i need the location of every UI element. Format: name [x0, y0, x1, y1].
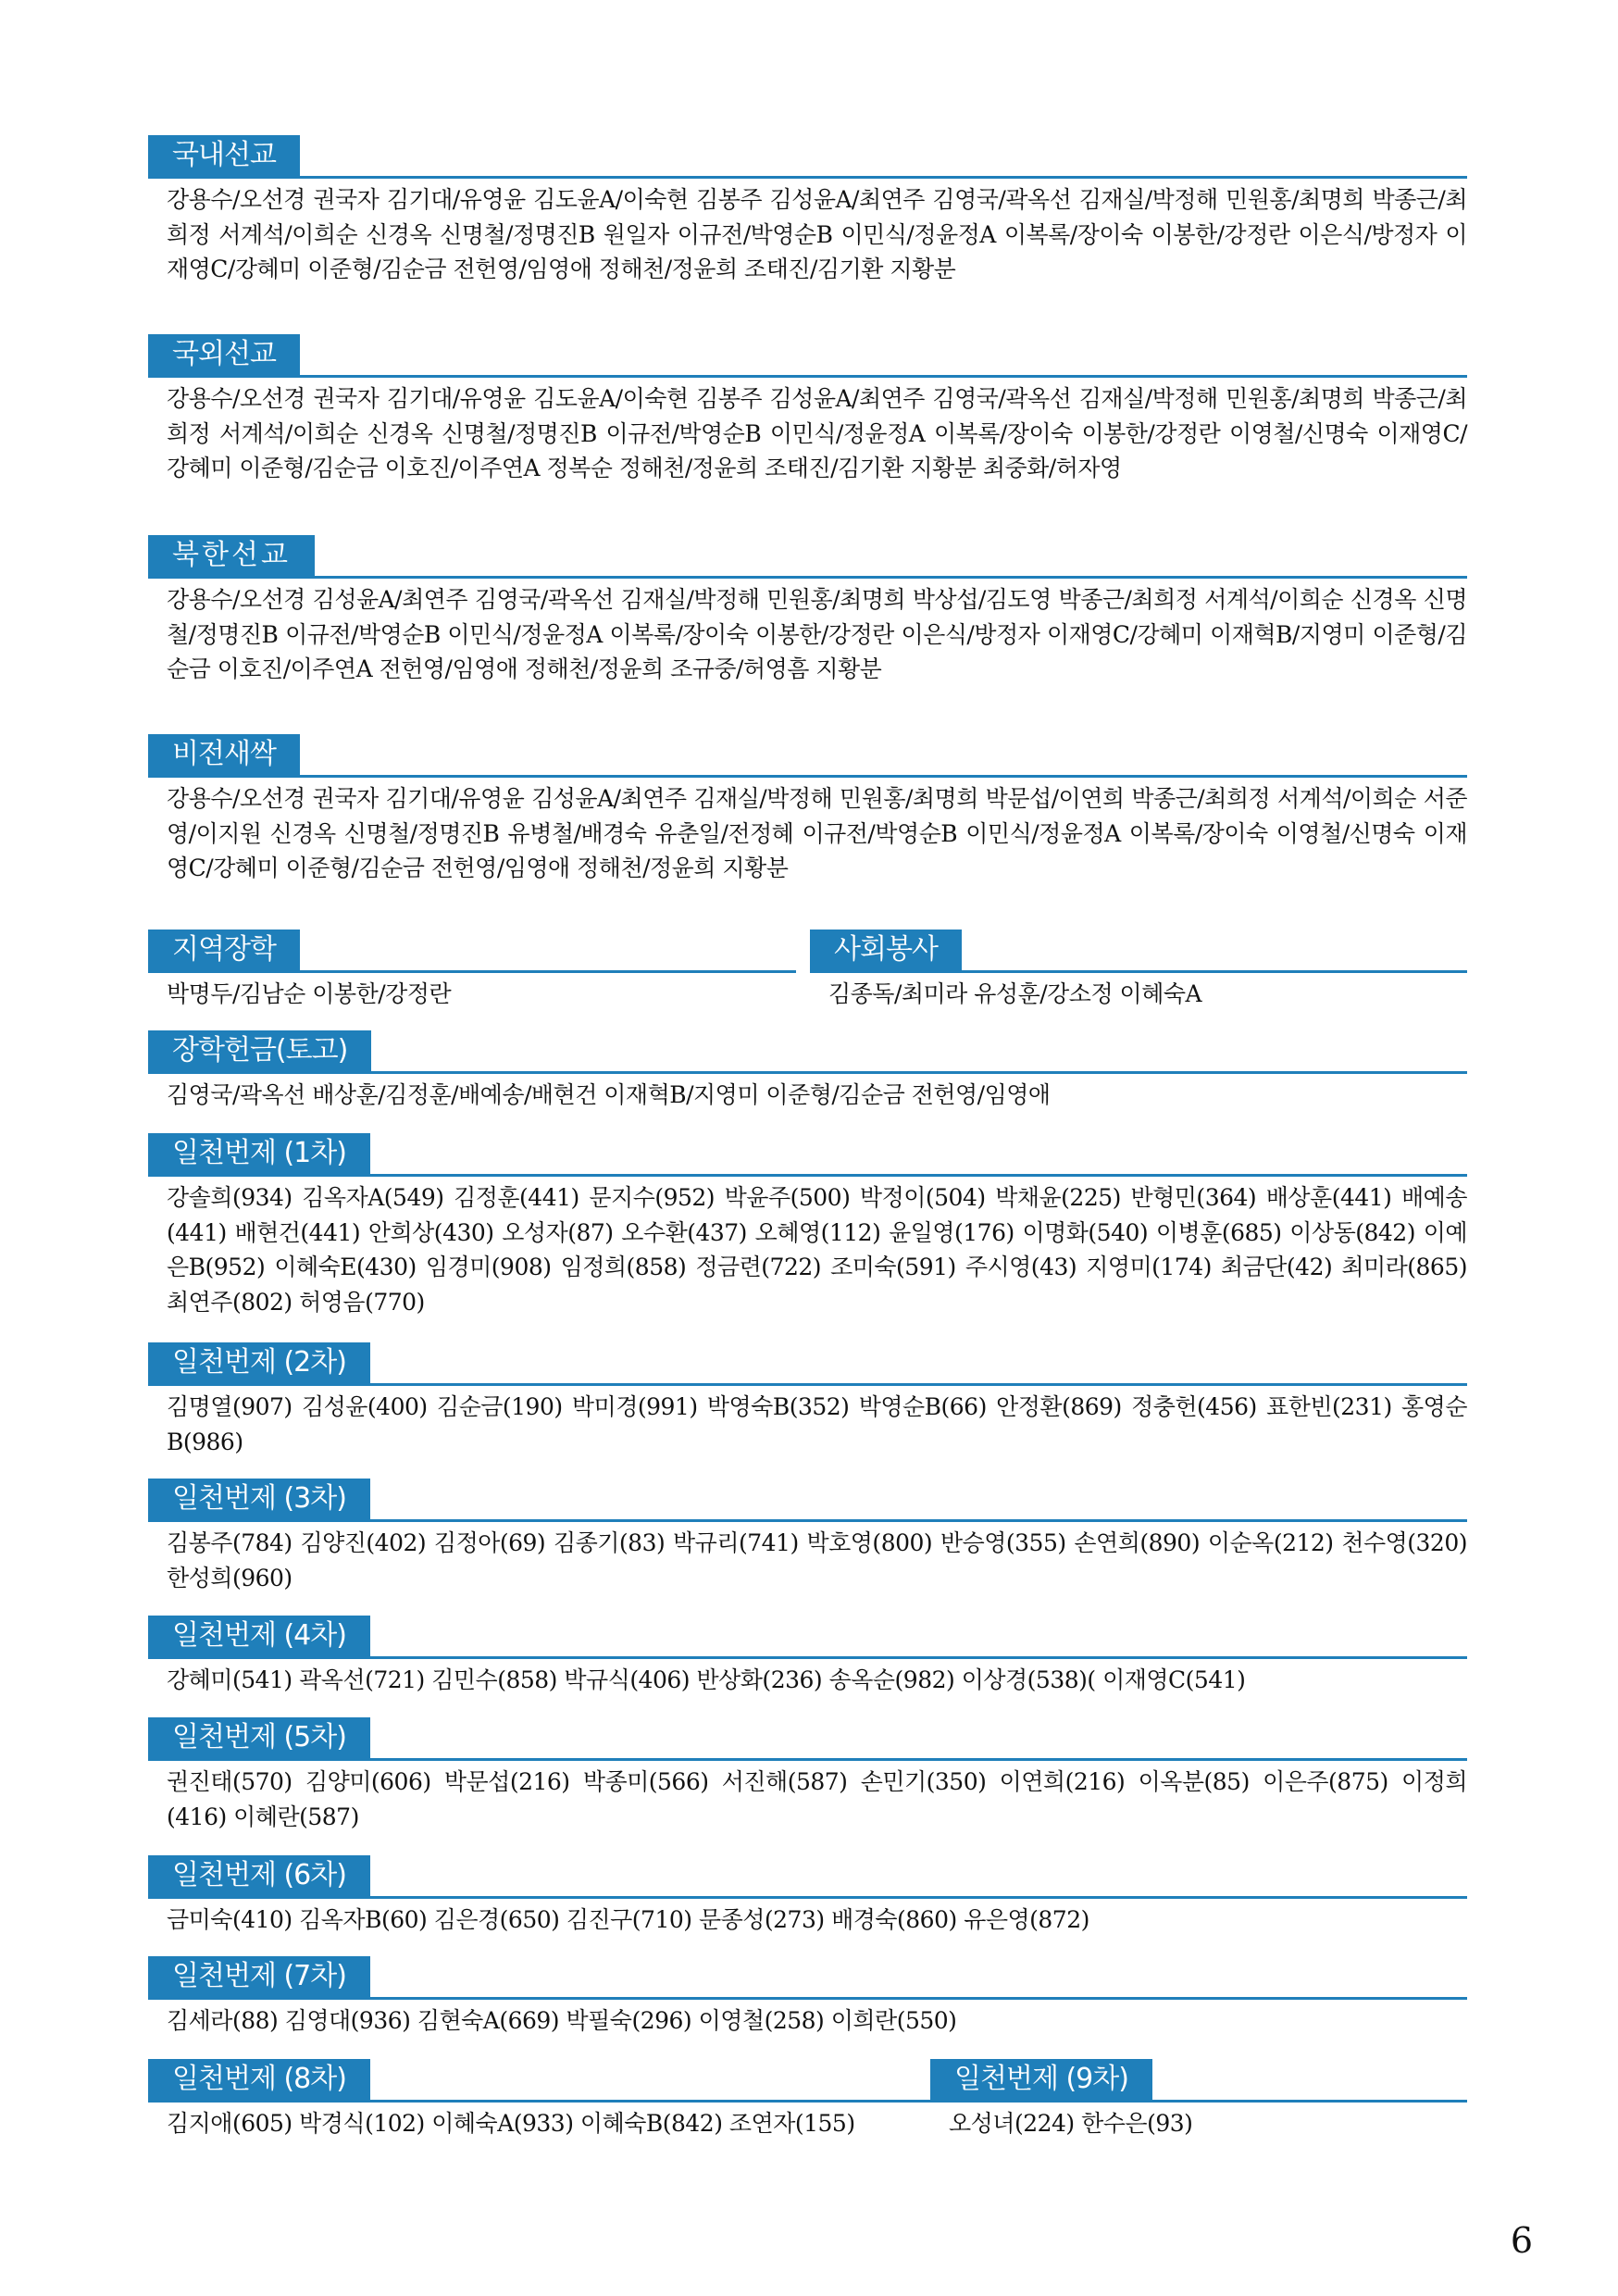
section-names: 강용수/오선경 권국자 김기대/유영윤 김도윤A/이숙현 김봉주 김성윤A/최연주 김영국/곽옥선 김재실/박정해 민원홍/최명희 박종근/최희정 서계석/이희순 신경옥 신명철/정명진B 이규전/박영순B 이민식/정윤정A 이복록/장이숙 이봉한/강정란 이영철/신명숙 이재영C/강혜미 이준형/김순금 이호진/이주연A 정복순 정해천/정윤희 조태진/김기환 지황분 최중화/허자영 — [167, 385, 1467, 481]
section-title: 사회봉사 — [810, 930, 962, 970]
section-ilcheon-7 — [148, 1956, 1467, 2039]
section-names: 오성녀(224) 한수은(93) — [949, 2110, 1193, 2137]
section-ilcheon-3 — [148, 1479, 1475, 1595]
section-names: 강혜미(541) 곽옥선(721) 김민수(858) 박규식(406) 반상화(236) 송옥순(982) 이상경(538)( 이재영C(541) — [167, 1666, 1246, 1693]
section-header — [148, 535, 1467, 579]
section-names: 김종독/최미라 유성훈/강소정 이혜숙A — [828, 980, 1202, 1007]
section-title: 일천번제 (5차) — [148, 1717, 370, 1758]
section-title: 일천번제 (9차) — [930, 2059, 1152, 2100]
section-header — [148, 1030, 1467, 1074]
section-header — [148, 135, 1467, 179]
page-number: 6 — [1510, 2220, 1533, 2261]
section-header — [148, 930, 796, 973]
section-title: 북한선교 — [148, 535, 315, 576]
section-scholarship-fund — [148, 1030, 1467, 1113]
section-ilcheon-5 — [148, 1717, 1467, 1834]
section-names: 강용수/오선경 권국자 김기대/유영윤 김성윤A/최연주 김재실/박정해 민원홍/최명희 박문섭/이연희 박종근/최희정 서계석/이희순 서준영/이지원 신경옥 신명철/정명진B 유병철/배경숙 유춘일/전정혜 이규전/박영순B 이민식/정윤정A 이복록/장이숙 이영철/신명숙 이재영C/강혜미 이준형/김순금 전헌영/임영애 정해천/정윤희 지황분 — [167, 785, 1467, 881]
section-vision-sprout — [148, 734, 1467, 886]
section-title: 일천번제 (7차) — [148, 1956, 370, 1997]
section-ilcheon-6 — [148, 1855, 1467, 1938]
section-title: 일천번제 (8차) — [148, 2059, 370, 2100]
section-regional-scholarship — [148, 930, 796, 1012]
section-title: 일천번제 (4차) — [148, 1616, 370, 1656]
section-names: 김명열(907) 김성윤(400) 김순금(190) 박미경(991) 박영숙B(352) 박영순B(66) 안정환(869) 정충헌(456) 표한빈(231) 홍영순B(986) — [167, 1393, 1467, 1455]
section-names: 금미숙(410) 김옥자B(60) 김은경(650) 김진구(710) 문종성(273) 배경숙(860) 유은영(872) — [167, 1906, 1089, 1933]
section-names: 강솔희(934) 김옥자A(549) 김정훈(441) 문지수(952) 박윤주(500) 박정이(504) 박채윤(225) 반형민(364) 배상훈(441) 배예송(441) 배현건(441) 안희상(430) 오성자(87) 오수환(437) 오혜영(112) 윤일영(176) 이명화(540) 이병훈(685) 이상동(842) 이예은B(952) 이혜숙E(430) 임경미(908) 임정희(858) 정금련(722) 조미숙(591) 주시영(43) 지영미(174) 최금단(42) 최미라(865) 최연주(802) 허영음(770) — [167, 1184, 1475, 1316]
section-title: 일천번제 (2차) — [148, 1342, 370, 1383]
section-title: 지역장학 — [148, 930, 300, 970]
section-title: 일천번제 (1차) — [148, 1133, 370, 1174]
section-names: 김지애(605) 박경식(102) 이혜숙A(933) 이혜숙B(842) 조연자(155) — [167, 2110, 855, 2137]
section-ilcheon-2 — [148, 1342, 1467, 1459]
section-north-korea-mission — [148, 535, 1467, 687]
section-names: 강용수/오선경 김성윤A/최연주 김영국/곽옥선 김재실/박정해 민원홍/최명희 박상섭/김도영 박종근/최희정 서계석/이희순 신경옥 신명철/정명진B 이규전/박영순B 이민식/정윤정A 이복록/장이숙 이봉한/강정란 이은식/방정자 이재영C/강혜미 이재혁B/지영미 이준형/김순금 이호진/이주연A 전헌영/임영애 정해천/정윤희 조규중/허영흠 지황분 — [167, 586, 1467, 682]
section-header — [148, 1956, 1467, 2000]
section-header — [148, 2059, 930, 2103]
section-header — [148, 1342, 1467, 1386]
section-ilcheon-4 — [148, 1616, 1467, 1698]
section-names: 박명두/김남순 이봉한/강정란 — [167, 980, 452, 1007]
section-names: 강용수/오선경 권국자 김기대/유영윤 김도윤A/이숙현 김봉주 김성윤A/최연주 김영국/곽옥선 김재실/박정해 민원홍/최명희 박종근/최희정 서계석/이희순 신경옥 신명철/정명진B 원일자 이규전/박영순B 이민식/정윤정A 이복록/장이숙 이봉한/강정란 이은식/방정자 이재영C/강혜미 이준형/김순금 전헌영/임영애 정해천/정윤희 조태진/김기환 지황분 — [167, 186, 1467, 282]
section-header — [148, 1717, 1467, 1761]
section-header — [148, 1616, 1467, 1659]
section-domestic-mission — [148, 135, 1467, 287]
section-title: 국외선교 — [148, 334, 300, 375]
section-header — [148, 1855, 1467, 1899]
section-header — [930, 2059, 1467, 2103]
section-header — [148, 1479, 1467, 1522]
section-header — [148, 734, 1467, 778]
section-ilcheon-9 — [930, 2059, 1467, 2141]
section-header — [810, 930, 1467, 973]
section-header — [148, 334, 1467, 378]
section-header — [148, 1133, 1467, 1177]
section-names: 김영국/곽옥선 배상훈/김정훈/배예송/배현건 이재혁B/지영미 이준형/김순금 전헌영/임영애 — [167, 1081, 1051, 1108]
section-names: 김봉주(784) 김양진(402) 김정아(69) 김종기(83) 박규리(741) 박호영(800) 반승영(355) 손연희(890) 이순옥(212) 천수영(320) 한성희(960) — [167, 1529, 1475, 1591]
section-title: 비전새싹 — [148, 734, 300, 775]
section-ilcheon-1 — [148, 1133, 1475, 1319]
section-ilcheon-8 — [148, 2059, 930, 2141]
section-title: 장학헌금(토고) — [148, 1030, 371, 1071]
section-title: 일천번제 (3차) — [148, 1479, 370, 1519]
section-title: 일천번제 (6차) — [148, 1855, 370, 1896]
section-overseas-mission — [148, 334, 1467, 486]
section-names: 권진태(570) 김양미(606) 박문섭(216) 박종미(566) 서진해(587) 손민기(350) 이연희(216) 이옥분(85) 이은주(875) 이정희(416) 이혜란(587) — [167, 1768, 1467, 1830]
section-social-service — [810, 930, 1467, 1012]
section-names: 김세라(88) 김영대(936) 김현숙A(669) 박필숙(296) 이영철(258) 이희란(550) — [167, 2007, 957, 2034]
section-title: 국내선교 — [148, 135, 300, 176]
